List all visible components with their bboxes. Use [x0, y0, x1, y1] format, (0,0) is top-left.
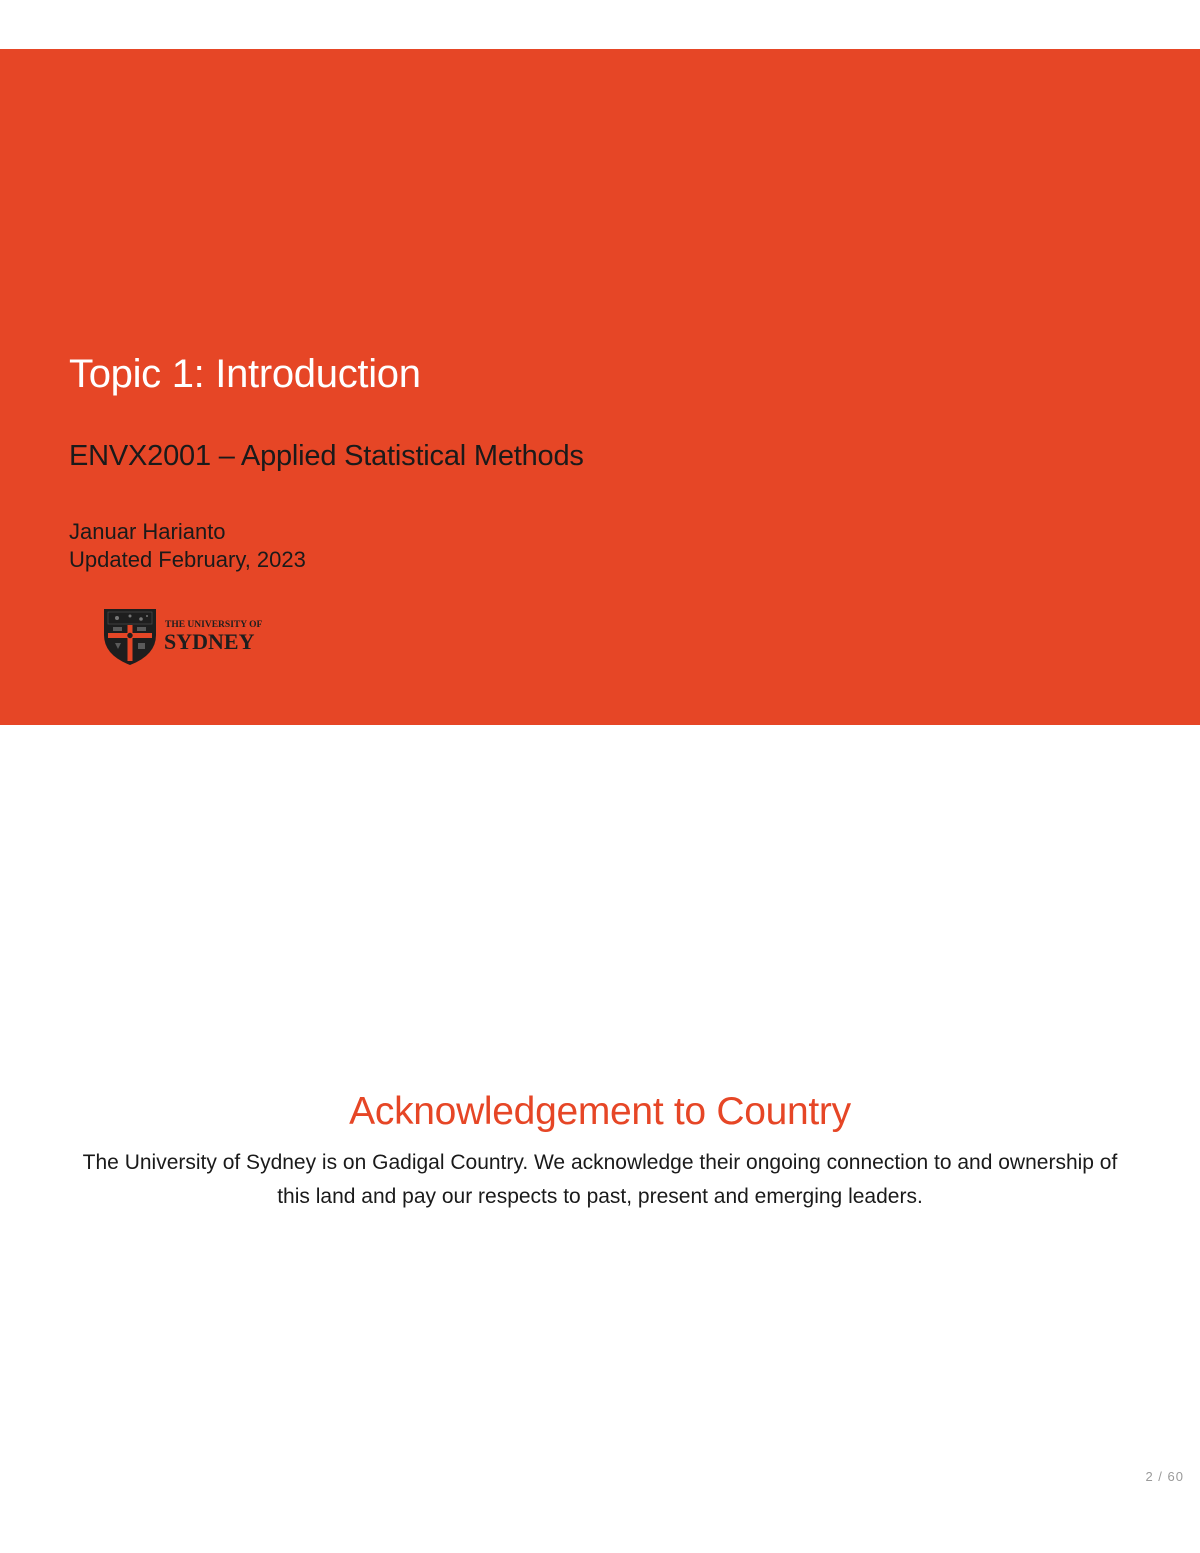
acknowledgement-body: The University of Sydney is on Gadigal Country. We acknowledge their ongoing connection to and ownership of this land and pay our respects to past, present and emerging leaders.	[82, 1151, 1118, 1208]
acknowledgement-heading: Acknowledgement to Country	[349, 1090, 851, 1133]
slide-author: Januar Harianto	[69, 519, 226, 544]
logo-text-line2: SYDNEY	[164, 629, 255, 654]
logo-text-line1: THE UNIVERSITY OF	[165, 620, 263, 630]
slide-title: Topic 1: Introduction	[69, 352, 421, 396]
slide-subtitle: ENVX2001 – Applied Statistical Methods	[69, 440, 584, 472]
slide-date: Updated February, 2023	[69, 547, 306, 572]
university-logo	[103, 605, 273, 667]
university-crest-icon	[104, 609, 156, 665]
acknowledgement-section	[0, 1090, 1200, 1214]
title-slide	[0, 49, 1200, 725]
page-number: 2 / 60	[1145, 1469, 1184, 1484]
